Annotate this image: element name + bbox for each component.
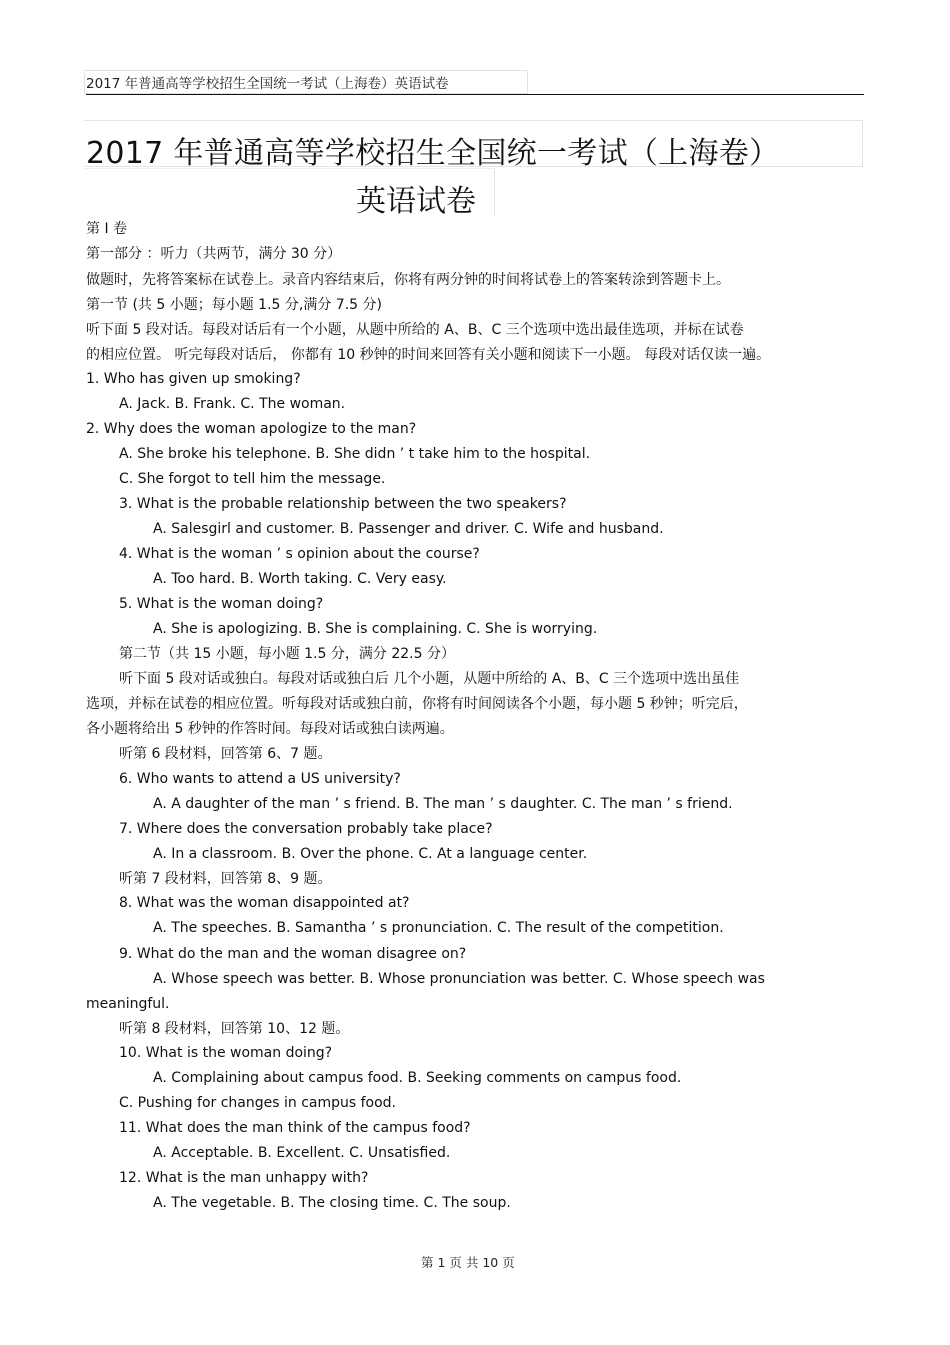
question-9-options-continued: meaningful. [86,996,170,1012]
question-7: 7. Where does the conversation probably take place? [119,821,493,837]
question-11-options: A. Acceptable. B. Excellent. C. Unsatisfied. [153,1145,451,1161]
question-1: 1. Who has given up smoking? [86,371,301,387]
question-4-options: A. Too hard. B. Worth taking. C. Very easy. [153,571,447,587]
section-two-instructions: 听下面 5 段对话或独白。每段对话或独白后 几个小题，从题中所给的 A、B、C 三个选项中选出虽佳 [119,671,740,687]
section-two-instructions: 选项，并标在试卷的相应位置。听每段对话或独白前，你将有时间阅读各个小题，每小题 5 秒钟；听完后， [86,696,748,712]
question-8-options: A. The speeches. B. Samantha ’ s pronunciation. C. The result of the competition. [153,920,724,936]
section-one-heading: 第一节 (共 5 小题；每小题 1.5 分,满分 7.5 分) [86,297,382,313]
question-5-options: A. She is apologizing. B. She is complaining. C. She is worrying. [153,621,598,637]
question-10-options: C. Pushing for changes in campus food. [119,1095,397,1111]
section-one-instructions: 听下面 5 段对话。每段对话后有一个小题，从题中所给的 A、B、C 三个选项中选出最佳选项，并标在试卷 [86,322,744,338]
header-rule [86,94,864,95]
question-12-options: A. The vegetable. B. The closing time. C. The soup. [153,1195,511,1211]
question-10-options: A. Complaining about campus food. B. Seeking comments on campus food. [153,1070,682,1086]
question-10: 10. What is the woman doing? [119,1045,333,1061]
question-11: 11. What does the man think of the campus food? [119,1120,471,1136]
question-7-options: A. In a classroom. B. Over the phone. C. At a language center. [153,846,588,862]
material-heading: 听第 7 段材料，回答第 8、9 题。 [119,871,332,887]
section-one-instructions: 的相应位置。 听完每段对话后， 你都有 10 秒钟的时间来回答有关小题和阅读下一小题。 每段对话仅读一遍。 [86,347,771,363]
section-two-heading: 第二节（共 15 小题，每小题 1.5 分，满分 22.5 分） [119,646,455,662]
material-heading: 听第 6 段材料，回答第 6、7 题。 [119,746,332,762]
question-2-options: C. She forgot to tell him the message. [119,471,386,487]
question-1-options: A. Jack. B. Frank. C. The woman. [119,396,346,412]
page-subtitle: 英语试卷 [356,184,476,219]
question-9: 9. What do the man and the woman disagree on? [119,946,467,962]
volume-heading: 第 I 卷 [86,221,128,237]
page-number: 第 1 页 共 10 页 [421,1255,515,1270]
section-two-instructions: 各小题将给出 5 秒钟的作答时间。每段对话或独白读两遍。 [86,721,454,737]
instructions-text: 做题时，先将答案标在试卷上。录音内容结束后，你将有两分钟的时间将试卷上的答案转涂到答题卡上。 [86,272,730,288]
question-2-options: A. She broke his telephone. B. She didn ’ t take him to the hospital. [119,446,591,462]
question-3-options: A. Salesgirl and customer. B. Passenger and driver. C. Wife and husband. [153,521,664,537]
question-5: 5. What is the woman doing? [119,596,324,612]
question-2: 2. Why does the woman apologize to the man? [86,421,417,437]
running-header: 2017 年普通高等学校招生全国统一考试（上海卷）英语试卷 [86,76,449,92]
material-heading: 听第 8 段材料，回答第 10、12 题。 [119,1021,350,1037]
page-title: 2017 年普通高等学校招生全国统一考试（上海卷） [86,136,780,171]
question-6-options: A. A daughter of the man ’ s friend. B. The man ’ s daughter. C. The man ’ s friend. [153,796,733,812]
question-8: 8. What was the woman disappointed at? [119,895,410,911]
question-4: 4. What is the woman ’ s opinion about the course? [119,546,480,562]
question-6: 6. Who wants to attend a US university? [119,771,401,787]
question-9-options: A. Whose speech was better. B. Whose pronunciation was better. C. Whose speech was [153,971,765,987]
part-one-heading: 第一部分 ：听力（共两节，满分 30 分） [86,246,342,262]
question-3: 3. What is the probable relationship between the two speakers? [119,496,567,512]
question-12: 12. What is the man unhappy with? [119,1170,369,1186]
